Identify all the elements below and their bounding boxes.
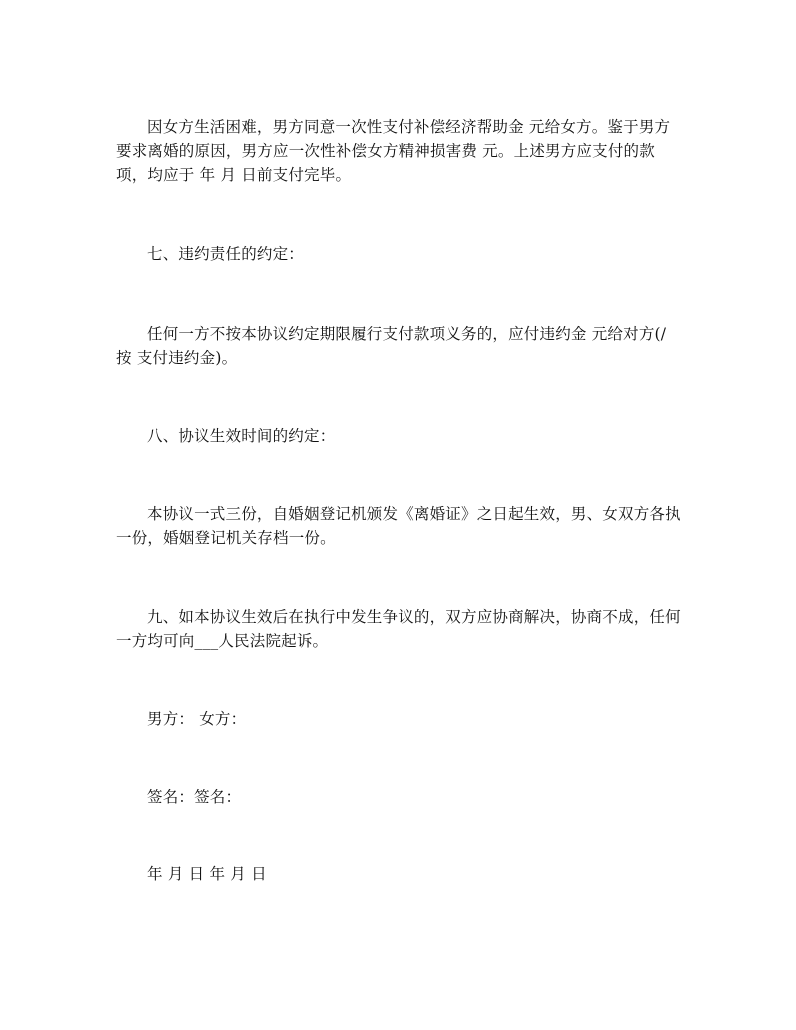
breach-heading: 七、违约责任的约定：	[147, 245, 305, 263]
dispute-paragraph-line-1: 九、如本协议生效后在执行中发生争议的，双方应协商解决，协商不成，任何	[147, 608, 681, 626]
compensation-paragraph-line-1: 因女方生活困难，男方同意一次性支付补偿经济帮助金 元给女方。鉴于男方	[147, 118, 671, 136]
effective-paragraph-line-1: 本协议一式三份，自婚姻登记机颁发《离婚证》之日起生效，男、女双方各执	[147, 505, 681, 523]
effective-heading: 八、协议生效时间的约定：	[147, 427, 336, 445]
breach-paragraph-line-1: 任何一方不按本协议约定期限履行支付款项义务的，应付违约金 元给对方(/	[147, 325, 667, 343]
effective-paragraph-line-2: 一份，婚姻登记机关存档一份。	[116, 529, 336, 547]
dispute-paragraph-line-2: 一方均可向___人民法院起诉。	[116, 632, 329, 650]
dates-line: 年 月 日 年 月 日	[147, 865, 267, 883]
breach-paragraph-line-2: 按 支付违约金)。	[116, 349, 238, 367]
parties-line: 男方： 女方：	[147, 710, 247, 728]
compensation-paragraph-line-2: 要求离婚的原因，男方应一次性补偿女方精神损害费 元。上述男方应支付的款	[116, 142, 655, 160]
compensation-paragraph-line-3: 项，均应于 年 月 日前支付完毕。	[116, 166, 352, 184]
signatures-line: 签名：签名：	[147, 788, 242, 806]
